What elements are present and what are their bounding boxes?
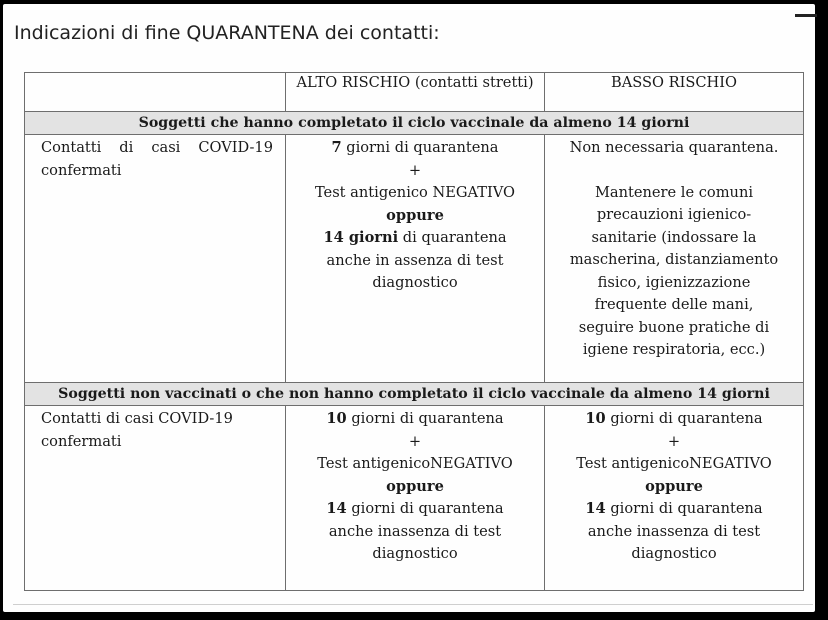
header-cell-high-risk: ALTO RISCHIO (contatti stretti): [286, 73, 545, 112]
test-line: Test antigenico NEGATIVO: [314, 184, 516, 201]
days-number: 7: [331, 139, 342, 156]
days-text: giorni di quarantena: [341, 139, 499, 156]
no-quarantine-line: Non necessaria quarantena.: [569, 139, 779, 156]
absence-line: anche inassenza di test: [587, 522, 761, 540]
test-line: Test antigenicoNEGATIVO: [317, 455, 513, 472]
spacer: [545, 160, 803, 182]
diagnostic-line: diagnostico: [631, 545, 717, 562]
section-heading: Soggetti non vaccinati o che non hanno completato il ciclo vaccinale da almeno 14 giorni: [25, 383, 804, 406]
precaution-line: igiene respiratoria, ecc.): [582, 341, 766, 358]
precaution-line: mascherina, distanziamento: [569, 251, 779, 268]
test-line: Test antigenicoNEGATIVO: [576, 455, 772, 472]
alt-days-text: giorni di quarantena: [346, 500, 504, 517]
high-risk-cell: [286, 406, 545, 591]
table-row: [25, 406, 804, 591]
or-line: oppure: [386, 477, 444, 495]
alt-days-line: [286, 498, 544, 521]
alt-days-bold: 14: [585, 500, 606, 517]
plus-sign: +: [667, 432, 681, 450]
section-row-vaccinated: [25, 112, 804, 135]
low-risk-cell: [545, 406, 804, 591]
section-heading: Soggetti che hanno completato il ciclo vaccinale da almeno 14 giorni: [25, 112, 804, 135]
corner-mark: [795, 14, 817, 17]
page-title: Indicazioni di fine QUARANTENA dei contatti:: [14, 22, 440, 44]
or-line: oppure: [645, 477, 703, 495]
absence-line: anche in assenza di test: [326, 251, 504, 269]
plus-sign: +: [408, 161, 422, 179]
low-risk-cell: [545, 135, 804, 383]
days-number: 10: [585, 410, 606, 427]
alt-days-bold: 14: [326, 500, 347, 517]
precaution-line: frequente delle mani,: [594, 296, 754, 313]
quarantine-table: [24, 72, 804, 591]
alt-days-line: [286, 227, 544, 250]
precaution-line: seguire buone pratiche di: [578, 318, 770, 336]
row-label: Contatti di casi COVID-19 confermati: [25, 406, 286, 591]
days-line: [545, 408, 803, 431]
row-label: Contatti di casi COVID-19 confermati: [25, 135, 286, 383]
page-edge-line: [13, 604, 813, 605]
precaution-line: fisico, igienizzazione: [597, 273, 751, 291]
days-text: giorni di quarantena: [605, 410, 763, 427]
high-risk-cell: [286, 135, 545, 383]
alt-days-text: giorni di quarantena: [605, 500, 763, 517]
section-row-unvaccinated: [25, 383, 804, 406]
days-line: [286, 137, 544, 160]
precaution-line: precauzioni igienico-: [596, 206, 752, 223]
or-line: oppure: [386, 206, 444, 224]
header-cell-low-risk: BASSO RISCHIO: [545, 73, 804, 112]
days-number: 10: [326, 410, 347, 427]
alt-days-line: [545, 498, 803, 521]
table-row: [25, 135, 804, 383]
days-line: [286, 408, 544, 431]
precaution-line: sanitarie (indossare la: [591, 228, 757, 246]
header-cell-empty: [25, 73, 286, 112]
diagnostic-line: diagnostico: [372, 545, 458, 562]
alt-days-bold: 14 giorni: [323, 229, 399, 246]
diagnostic-line: diagnostico: [372, 274, 458, 291]
alt-days-text: di quarantena: [398, 229, 507, 246]
precaution-line: Mantenere le comuni: [594, 183, 754, 201]
table-header-row: [25, 73, 804, 112]
days-text: giorni di quarantena: [346, 410, 504, 427]
absence-line: anche inassenza di test: [328, 522, 502, 540]
document-page: [3, 4, 815, 612]
plus-sign: +: [408, 432, 422, 450]
